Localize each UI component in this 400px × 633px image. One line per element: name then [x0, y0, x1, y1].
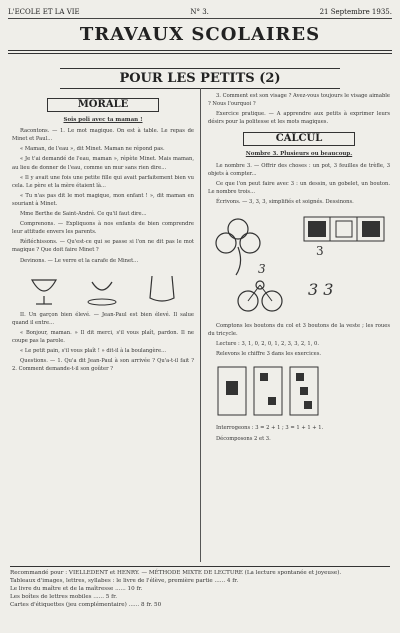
- page-title: TRAVAUX SCOLAIRES: [79, 24, 321, 45]
- paragraph: Décomposons 2 et 3.: [216, 435, 271, 442]
- paragraph: « Je t'ai demandé de l'eau, maman », répète Minet. Mais maman, au lieu de donner de l'eau, comme un mur sans rien dire...: [12, 156, 194, 171]
- morale-subtitle: Sois poli avec ta maman !: [63, 117, 143, 124]
- cups-illustration: [12, 268, 194, 308]
- paragraph: Lecture : 3, 1, 0, 2, 0, 1, 2, 3, 3, 2, 1, 0.: [216, 341, 319, 348]
- footer-line: Recommandé pour : VIELLEDENT et HENRY. — MÉTHODE MIXTE DE LECTURE (La lecture spontanée et joyeuse).: [10, 570, 342, 576]
- morale-heading: MORALE: [47, 98, 159, 112]
- svg-text:3: 3: [258, 262, 266, 277]
- paragraph: II. Un garçon bien élevé. — Jean-Paul est bien élevé. Il salue quand il entre...: [12, 311, 194, 326]
- paragraph: Écrivons. — 3, 3, 3, simplifiés et soignés. Dessinons.: [216, 198, 354, 205]
- paragraph: Interrogeons : 3 = 2 + 1 ; 3 = 1 + 1 + 1.: [216, 425, 324, 432]
- paragraph: Le nombre 3. — Offrir des choses : un pot, 3 feuilles de trèfle, 3 objets à compter...: [208, 162, 390, 177]
- footer-line: Les boîtes de lettres mobiles ...... 5 fr.: [10, 594, 117, 600]
- header-issue: N° 3.: [190, 8, 209, 16]
- svg-text:3 3: 3 3: [308, 280, 334, 300]
- calcul-subtitle: Nombre 3. Plusieurs ou beaucoup.: [245, 151, 353, 158]
- paragraph: « Tu n'as pas dit le mot magique, mon enfant ! », dit maman en souriant à Minet.: [12, 192, 194, 207]
- paragraph: Mme Berthe de Saint-André. Ce qu'il faut dire...: [20, 211, 147, 218]
- paragraph: « Maman, de l'eau », dit Minet. Maman ne répond pas.: [20, 146, 165, 153]
- column-divider: [200, 88, 201, 562]
- right-column: [208, 92, 390, 445]
- paragraph: Relevons le chiffre 3 dans les exercices.: [216, 351, 322, 358]
- paragraph: Racontons. — 1. Le mot magique. On est à table. Le repas de Minet et Paul...: [12, 128, 194, 143]
- calcul-illustrations: [208, 209, 390, 319]
- paragraph: « Il y avait une fois une petite fille qui avait parfaitement bien vu cela. Le père et la mère étaient là...: [12, 174, 194, 189]
- calcul-heading: CALCUL: [243, 132, 355, 146]
- paragraph: Devinons. — Le verre et la carafe de Minet...: [20, 257, 139, 264]
- svg-text:3: 3: [316, 244, 324, 259]
- paragraph: 3. Comment est son visage ? Avez-vous toujours le visage aimable ? Nous l'ourquoi ?: [208, 93, 390, 108]
- footer-line: Cartes d'étiquettes (jeu complémentaire) ...... 8 fr. 50: [10, 602, 162, 608]
- footer-line: Le livre du maître et de la maîtresse ...... 10 fr.: [10, 586, 143, 592]
- paragraph: Comprenons. — Expliquons à nos enfants de bien comprendre leur attitude envers les parents.: [12, 221, 194, 236]
- paragraph: Questions. — 1. Qu'a dit Jean-Paul à son arrivée ? Qu'a-t-il fait ? 2. Comment demande-t-il son goûter ?: [12, 358, 194, 373]
- paragraph: Réfléchissons. — Qu'est-ce qui se passe si l'on ne dit pas le mot magique ? Que doit faire Minet ?: [12, 239, 194, 254]
- paragraph: Exercice pratique. — A apprendre aux petits à exprimer leurs désirs pour la politesse et les mots magiques.: [208, 111, 390, 126]
- paragraph: Ce que l'on peut faire avec 3 : un dessin, un gobelet, un bouton. Le nombre trois...: [208, 180, 390, 195]
- page-header: [8, 6, 392, 19]
- paragraph: « Bonjour, maman. » Il dit merci, s'il vous plaît, pardon. Il ne coupe pas la parole.: [12, 329, 194, 344]
- paragraph: « Le petit pain, s'il vous plaît ! » dit-il à la boulangère...: [20, 347, 167, 354]
- footer-line: Tableaux d'images, lettres, syllabes : le livre de l'élève, première partie ...... 4 fr.: [10, 578, 239, 584]
- header-date: 21 Septembre 1935.: [319, 8, 392, 16]
- header-journal: L'ECOLE ET LA VIE: [8, 8, 80, 16]
- paragraph: Comptons les boutons du col et 3 boutons de la veste ; les roues du tricycle.: [208, 323, 390, 338]
- section-banner: POUR LES PETITS (2): [60, 68, 340, 89]
- footer-advert: [10, 566, 390, 609]
- divider: [8, 53, 392, 54]
- dice-illustration: [208, 361, 390, 421]
- divider: [8, 50, 392, 51]
- left-column: [12, 92, 194, 375]
